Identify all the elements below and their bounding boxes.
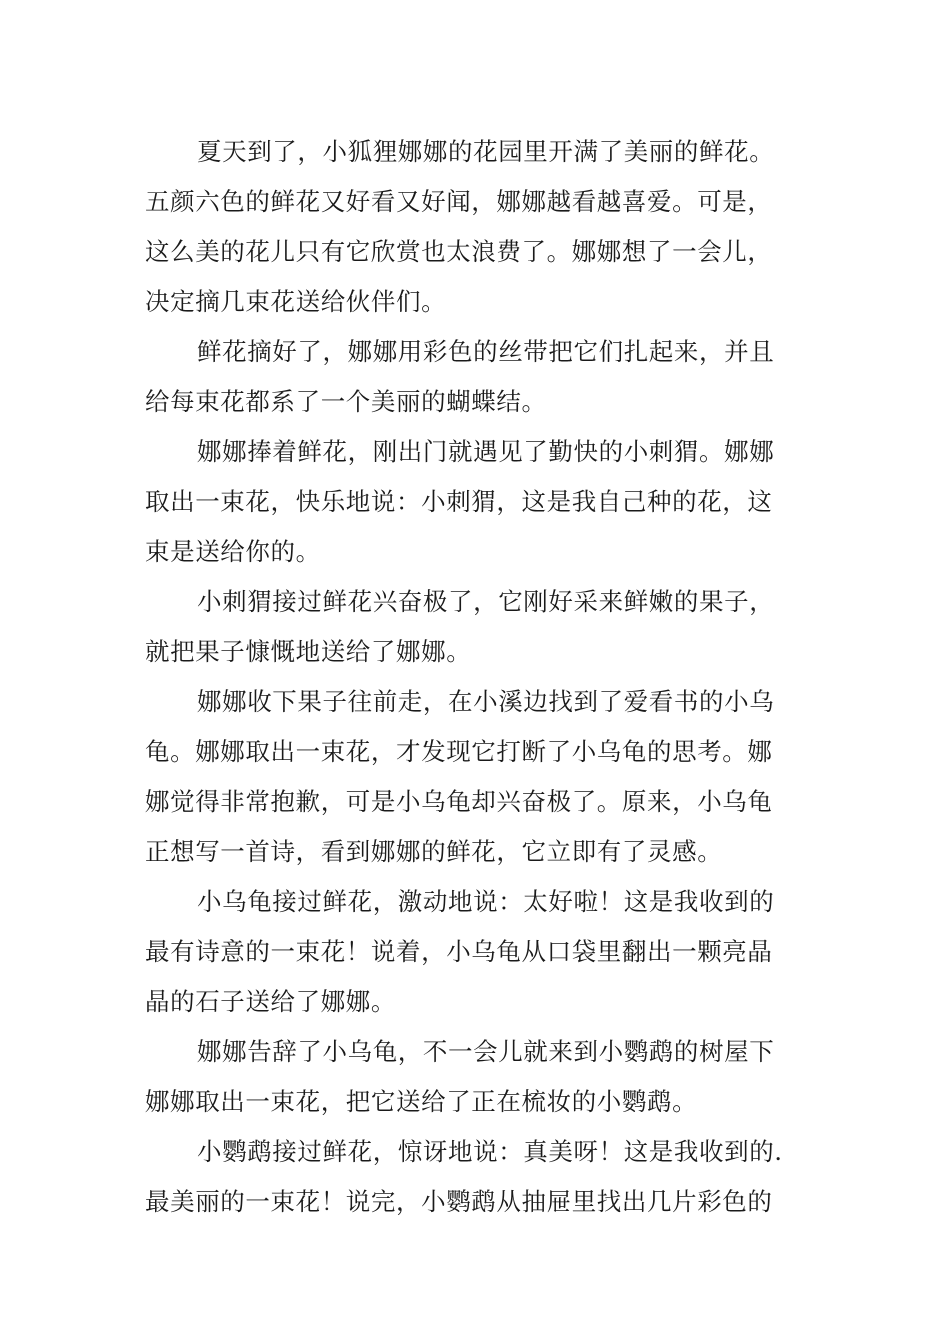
- paragraph-1-line-2: 五颜六色的鲜花又好看又好闻，娜娜越看越喜爱。可是，: [145, 187, 773, 216]
- story-text: [145, 127, 813, 1227]
- paragraph-2-line-1: 鲜花摘好了，娜娜用彩色的丝带把它们扎起来，并且: [197, 337, 775, 366]
- paragraph-3-line-1: 娜娜捧着鲜花，刚出门就遇见了勤快的小刺猬。娜娜: [197, 437, 775, 466]
- paragraph-6-line-3: 晶的石子送给了娜娜。: [145, 987, 396, 1016]
- paragraph-4-line-1: 小刺猬接过鲜花兴奋极了，它刚好采来鲜嫩的果子，: [197, 587, 775, 616]
- paragraph-1-line-4: 决定摘几束花送给伙伴们。: [145, 287, 447, 316]
- paragraph-5-line-1: 娜娜收下果子往前走，在小溪边找到了爱看书的小乌: [197, 687, 775, 716]
- paragraph-7-line-1: 娜娜告辞了小乌龟，不一会儿就来到小鹦鹉的树屋下: [197, 1037, 775, 1066]
- paragraph-1-line-1: 夏天到了，小狐狸娜娜的花园里开满了美丽的鲜花。: [197, 137, 775, 166]
- paragraph-8-line-2: 最美丽的一束花！说完，小鹦鹉从抽屉里找出几片彩色的: [145, 1187, 773, 1216]
- paragraph-4-line-2: 就把果子慷慨地送给了娜娜。: [145, 637, 472, 666]
- paragraph-6-line-1: 小乌龟接过鲜花，激动地说：太好啦！这是我收到的: [197, 887, 775, 916]
- paragraph-1-line-3: 这么美的花儿只有它欣赏也太浪费了。娜娜想了一会儿，: [145, 237, 773, 266]
- paragraph-8-line-1: 小鹦鹉接过鲜花，惊讶地说：真美呀！这是我收到的.: [197, 1137, 783, 1166]
- paragraph-7-line-2: 娜娜取出一束花，把它送给了正在梳妆的小鹦鹉。: [145, 1087, 698, 1116]
- paragraph-5-line-4: 正想写一首诗，看到娜娜的鲜花，它立即有了灵感。: [145, 837, 723, 866]
- paragraph-3-line-2: 取出一束花，快乐地说：小刺猬，这是我自己种的花，这: [145, 487, 773, 516]
- paragraph-6-line-2: 最有诗意的一束花！说着，小乌龟从口袋里翻出一颗亮晶: [145, 937, 773, 966]
- paragraph-2-line-2: 给每束花都系了一个美丽的蝴蝶结。: [145, 387, 547, 416]
- paragraph-5-line-3: 娜觉得非常抱歉，可是小乌龟却兴奋极了。原来，小乌龟: [145, 787, 773, 816]
- paragraph-5-line-2: 龟。娜娜取出一束花，才发现它打断了小乌龟的思考。娜: [145, 737, 773, 766]
- paragraph-3-line-3: 束是送给你的。: [145, 537, 321, 566]
